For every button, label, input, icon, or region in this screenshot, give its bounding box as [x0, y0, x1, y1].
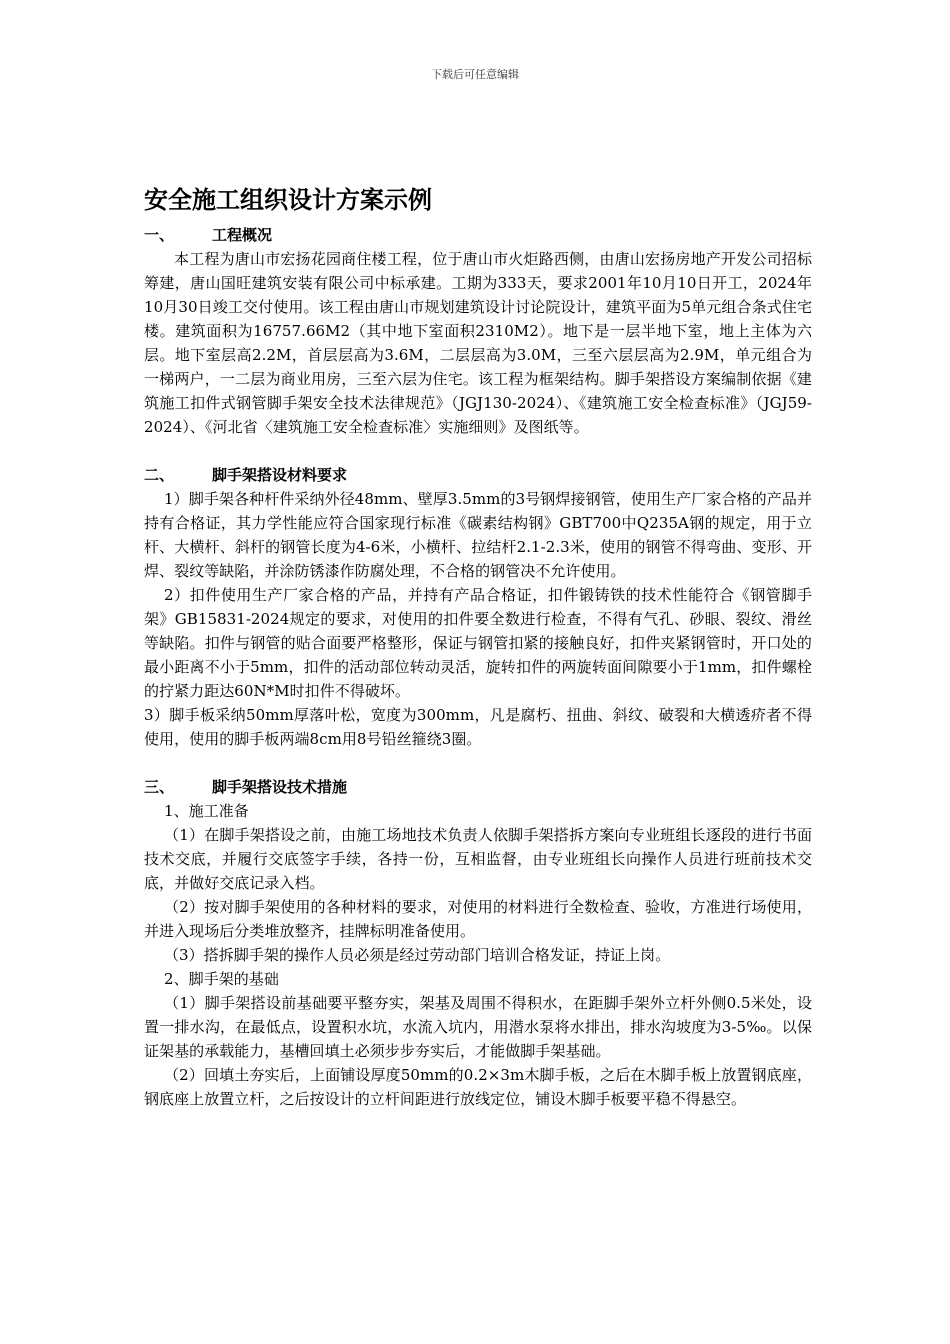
header-note: 下载后可任意编辑	[431, 68, 519, 81]
paragraph: （1）脚手架搭设前基础要平整夯实，架基及周围不得积水，在距脚手架外立杆外侧0.5米处，设置一排水沟，在最低点，设置积水坑，水流入坑内，用潜水泵将水排出，排水沟坡度为3-5‰。以保证架基的承载能力，基槽回填土必须步步夯实后，才能做脚手架基础。	[144, 994, 812, 1060]
paragraph: 1）脚手架各种杆件采纳外径48mm、壁厚3.5mm的3号钢焊接钢管，使用生产厂家合格的产品并持有合格证，其力学性能应符合国家现行标准《碳素结构钢》GBT700中Q235A钢的规定，用于立杆、大横杆、斜杆的钢管长度为4-6米，小横杆、拉结杆2.1-2.3米，使用的钢管不得弯曲、变形、开焊、裂纹等缺陷，并涂防锈漆作防腐处理，不合格的钢管决不允许使用。	[144, 490, 812, 580]
section-technical-measures	[144, 775, 812, 1111]
paragraph: 2）扣件使用生产厂家合格的产品，并持有产品合格证，扣件锻铸铁的技术性能符合《钢管脚手架》GB15831-2024规定的要求，对使用的扣件要全数进行检查，不得有气孔、砂眼、裂纹、滑丝等缺陷。扣件与钢管的贴合面要严格整形，保证与钢管扣紧的接触良好，扣件夹紧钢管时，开口处的最小距离不小于5mm，扣件的活动部位转动灵活，旋转扣件的两旋转面间隙要小于1mm，扣件螺栓的拧紧力距达60N*M时扣件不得破坏。	[144, 586, 812, 700]
document-body	[144, 182, 812, 1111]
section-heading	[144, 775, 812, 799]
paragraph: （2）按对脚手架使用的各种材料的要求，对使用的材料进行全数检查、验收，方准进行场使用，并进入现场后分类堆放整齐，挂牌标明准备使用。	[144, 898, 812, 940]
section-heading	[144, 223, 812, 247]
section-heading	[144, 463, 812, 487]
paragraph: （1）在脚手架搭设之前，由施工场地技术负责人依脚手架搭拆方案向专业班组长逐段的进行书面技术交底，并履行交底签字手续，各持一份，互相监督，由专业班组长向操作人员进行班前技术交底，并做好交底记录入档。	[144, 826, 812, 892]
section-title: 脚手架搭设材料要求	[212, 466, 348, 484]
paragraph: （2）回填土夯实后，上面铺设厚度50mm的0.2×3m木脚手板，之后在木脚手板上放置钢底座，钢底座上放置立杆，之后按设计的立杆间距进行放线定位，铺设木脚手板要平稳不得悬空。	[144, 1066, 812, 1108]
paragraph: （3）搭拆脚手架的操作人员必须是经过劳动部门培训合格发证，持证上岗。	[164, 946, 671, 964]
section-title: 工程概况	[212, 226, 273, 244]
paragraph: 3）脚手板采纳50mm厚落叶松，宽度为300mm，凡是腐朽、扭曲、斜纹、破裂和大横透疥者不得使用，使用的脚手板两端8cm用8号铅丝箍绕3圈。	[144, 706, 812, 748]
spacer	[144, 751, 812, 775]
section-overview	[144, 223, 812, 439]
section-number: 三、	[144, 778, 175, 796]
section-number: 二、	[144, 466, 175, 484]
subheading: 2、脚手架的基础	[164, 970, 279, 988]
subheading: 1、施工准备	[164, 802, 249, 820]
document-title: 安全施工组织设计方案示例	[144, 186, 432, 214]
paragraph: 本工程为唐山市宏扬花园商住楼工程，位于唐山市火炬路西侧，由唐山宏扬房地产开发公司招标筹建，唐山国旺建筑安装有限公司中标承建。工期为333天，要求2001年10月10日开工，2024年10月30日竣工交付使用。该工程由唐山市规划建筑设计讨论院设计，建筑平面为5单元组合条式住宅楼。建筑面积为16757.66M2（其中地下室面积2310M2）。地下是一层半地下室，地上主体为六层。地下室层高2.2M，首层层高为3.6M，二层层高为3.0M，三至六层层高为2.9M，单元组合为一梯两户，一二层为商业用房，三至六层为住宅。该工程为框架结构。脚手架搭设方案编制依据《建筑施工扣件式钢管脚手架安全技术法律规范》（JGJ130-2024）、《建筑施工安全检查标准》（JGJ59-2024）、《河北省〈建筑施工安全检查标准〉实施细则》及图纸等。	[144, 250, 812, 436]
section-materials	[144, 463, 812, 751]
section-title: 脚手架搭设技术措施	[212, 778, 348, 796]
spacer	[144, 439, 812, 463]
section-number: 一、	[144, 226, 175, 244]
